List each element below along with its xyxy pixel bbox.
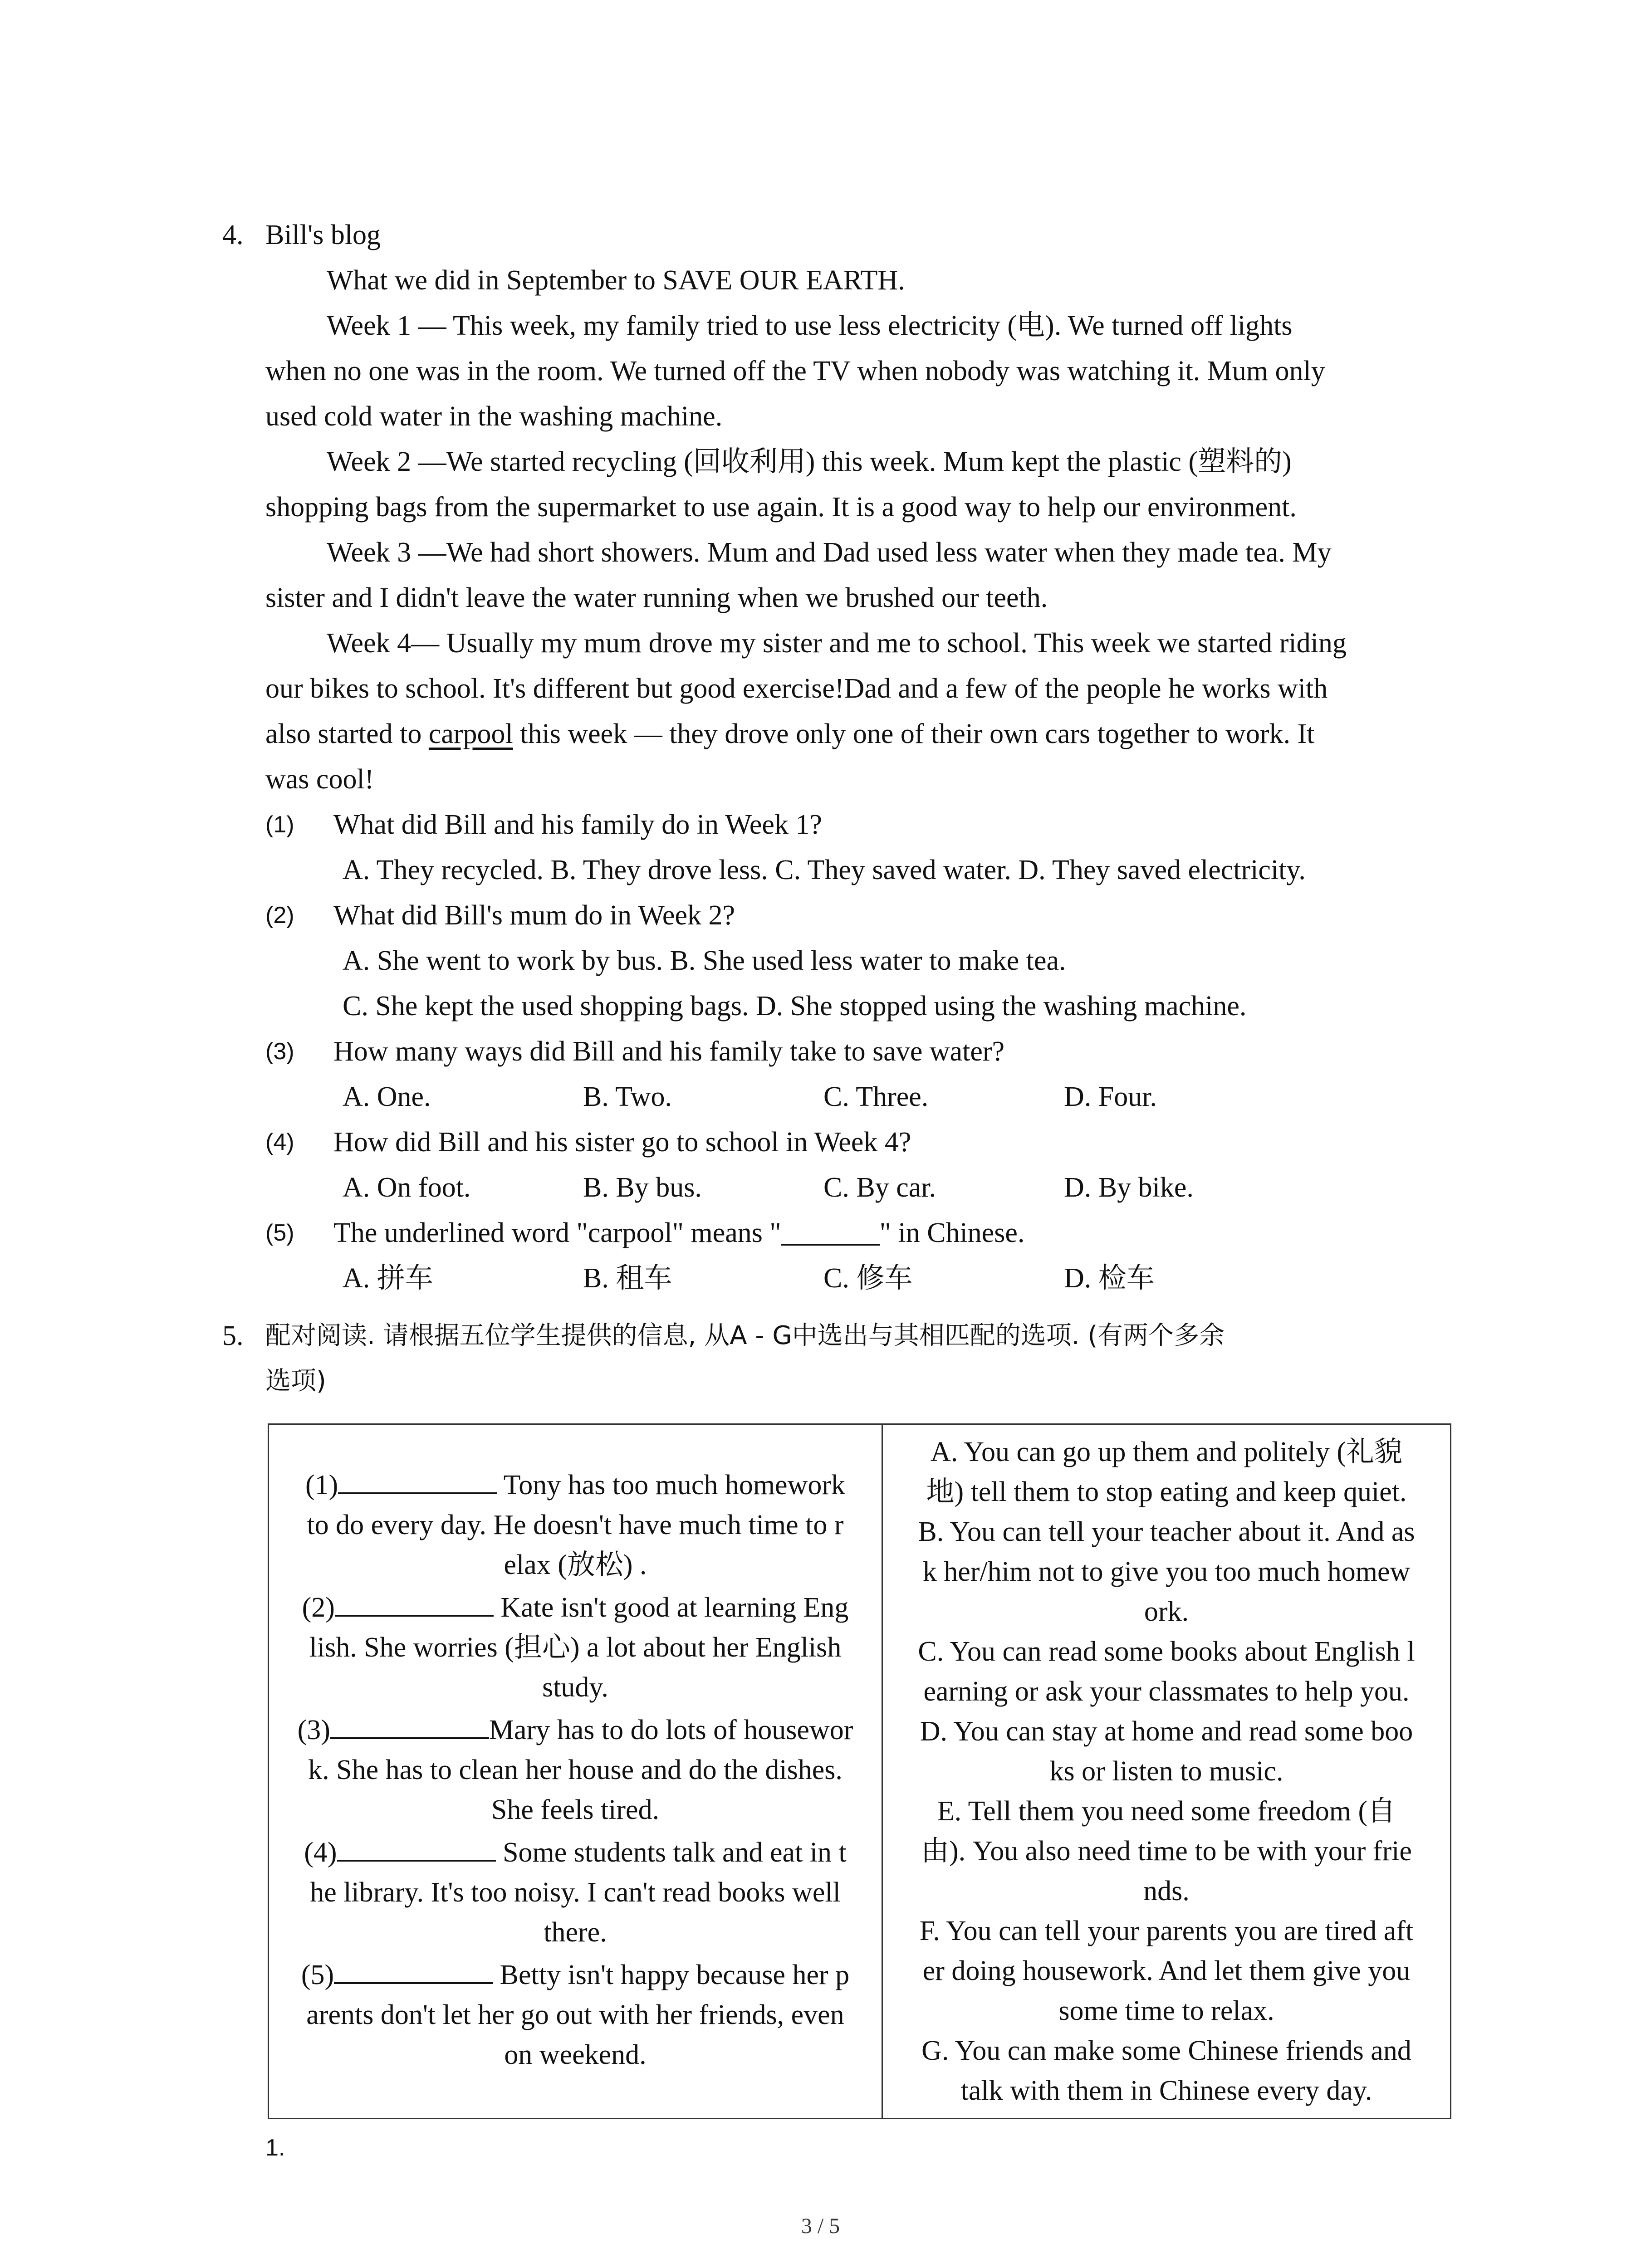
item-number: (1) xyxy=(305,1470,338,1501)
option-b: B. Two. xyxy=(583,1081,672,1112)
option-a: A. 拼车 xyxy=(343,1263,433,1294)
item-text: Mary has to do lots of housewor xyxy=(489,1715,853,1745)
passage-line-carpool xyxy=(265,716,1314,752)
passage-line: shopping bags from the supermarket to use again. It is a good way to help our environment. xyxy=(265,492,1297,523)
question-text: How many ways did Bill and his family take to save water? xyxy=(333,1036,1005,1067)
passage-line: when no one was in the room. We turned off the TV when nobody was watching it. Mum only xyxy=(265,356,1325,386)
people-list xyxy=(269,1465,882,2075)
question-number: (3) xyxy=(265,1038,294,1065)
option-b: B. By bus. xyxy=(583,1172,702,1203)
question-number: (2) xyxy=(265,902,294,929)
answer-blank[interactable] xyxy=(334,1955,493,1984)
passage-line: our bikes to school. It's different but good exercise!Dad and a few of the people he works with xyxy=(265,673,1328,704)
advice-line: E. Tell them you need some freedom (自 xyxy=(937,1796,1396,1827)
advice-line: C. You can read some books about English l xyxy=(918,1636,1415,1667)
advice-list xyxy=(883,1432,1450,2111)
item-text: elax (放松) . xyxy=(504,1549,647,1580)
passage-line: Week 4— Usually my mum drove my sister and me to school. This week we started riding xyxy=(327,628,1347,659)
question-text: The underlined word "carpool" means "_______" in Chinese. xyxy=(333,1217,1025,1248)
option-a: A. One. xyxy=(343,1081,431,1112)
person-item xyxy=(269,1465,882,1585)
question-number: (4) xyxy=(265,1129,294,1155)
advice-line: earning or ask your classmates to help you. xyxy=(923,1676,1410,1707)
option-b: B. 租车 xyxy=(583,1263,672,1294)
person-item xyxy=(269,1710,882,1830)
person-item xyxy=(269,1833,882,1952)
options-line: A. She went to work by bus. B. She used less water to make tea. xyxy=(343,945,1066,976)
passage-line: sister and I didn't leave the water running when we brushed our teeth. xyxy=(265,582,1048,613)
advice-line: A. You can go up them and politely (礼貌 xyxy=(930,1437,1403,1467)
advice-line: nds. xyxy=(1143,1876,1190,1906)
option-c: C. 修车 xyxy=(823,1263,913,1294)
options-line: A. They recycled. B. They drove less. C. They saved water. D. They saved electricity. xyxy=(343,855,1306,885)
q4-number: 4. xyxy=(222,220,244,250)
advice-line: talk with them in Chinese every day. xyxy=(960,2075,1372,2106)
passage-line: used cold water in the washing machine. xyxy=(265,401,723,432)
advice-line: some time to relax. xyxy=(1058,1995,1274,2026)
advice-line: B. You can tell your teacher about it. And as xyxy=(918,1516,1415,1547)
item-number: (3) xyxy=(297,1715,330,1745)
item-number: (2) xyxy=(302,1592,335,1623)
passage-line: was cool! xyxy=(265,764,374,795)
question-text: How did Bill and his sister go to school in Week 4? xyxy=(333,1127,911,1158)
matching-table xyxy=(268,1423,1451,2119)
advice-column xyxy=(882,1424,1451,2119)
carpool-underlined-word: carpool xyxy=(428,719,513,749)
advice-line: 由). You also need time to be with your frie xyxy=(921,1836,1412,1867)
advice-line: 地) tell them to stop eating and keep quiet. xyxy=(926,1476,1407,1507)
options-line: C. She kept the used shopping bags. D. She stopped using the washing machine. xyxy=(343,991,1247,1022)
people-column xyxy=(269,1424,882,2119)
answer-blank[interactable] xyxy=(337,1833,496,1862)
passage-text: also started to xyxy=(265,719,429,749)
option-d: D. 检车 xyxy=(1064,1263,1155,1294)
item-text: Some students talk and eat in t xyxy=(503,1837,847,1868)
question-number: (1) xyxy=(265,811,294,838)
passage-line: Week 3 —We had short showers. Mum and Dad used less water when they made tea. My xyxy=(327,537,1332,568)
item-text: lish. She worries (担心) a lot about her English xyxy=(309,1632,842,1663)
advice-line: er doing housework. And let them give you xyxy=(922,1955,1411,1986)
advice-line: D. You can stay at home and read some boo xyxy=(920,1716,1413,1747)
q4-intro: What we did in September to SAVE OUR EARTH. xyxy=(327,265,905,296)
advice-line: ks or listen to music. xyxy=(1049,1756,1283,1787)
option-c: C. Three. xyxy=(823,1081,929,1112)
q5-instruction: 配对阅读. 请根据五位学生提供的信息, 从A - G中选出与其相匹配的选项. (有两个多余 xyxy=(265,1321,1225,1350)
advice-line: G. You can make some Chinese friends and xyxy=(921,2035,1411,2066)
item-text: She feels tired. xyxy=(491,1794,660,1825)
advice-line: k her/him not to give you too much homew xyxy=(922,1556,1411,1587)
person-item xyxy=(269,1588,882,1707)
q4-title: Bill's blog xyxy=(265,220,381,250)
answer-blank[interactable] xyxy=(330,1710,489,1739)
passage-text: this week — they drove only one of their own cars together to work. It xyxy=(513,719,1315,749)
item-text: on weekend. xyxy=(504,2039,647,2070)
item-text: arents don't let her go out with her friends, even xyxy=(306,1999,844,2030)
advice-line: F. You can tell your parents you are tired aft xyxy=(919,1916,1414,1946)
question-number: (5) xyxy=(265,1220,294,1246)
person-item xyxy=(269,1955,882,2075)
item-text: Tony has too much homework xyxy=(503,1470,845,1501)
option-c: C. By car. xyxy=(823,1172,936,1203)
item-text: he library. It's too noisy. I can't read books well xyxy=(310,1877,841,1908)
item-text: to do every day. He doesn't have much time to r xyxy=(307,1510,844,1540)
question-text: What did Bill's mum do in Week 2? xyxy=(333,900,735,931)
page-number: 3 / 5 xyxy=(801,2214,840,2238)
option-a: A. On foot. xyxy=(343,1172,471,1203)
q5-number: 5. xyxy=(222,1320,244,1351)
passage-line: Week 1 — This week, my family tried to use less electricity (电). We turned off lights xyxy=(327,310,1293,341)
q5-instruction: 选项) xyxy=(265,1366,326,1396)
answer-blank[interactable] xyxy=(335,1588,494,1617)
item-number: (5) xyxy=(301,1960,334,1990)
passage-line: Week 2 —We started recycling (回收利用) this week. Mum kept the plastic (塑料的) xyxy=(327,446,1292,477)
item-number: (4) xyxy=(304,1837,337,1868)
item-text: Kate isn't good at learning Eng xyxy=(500,1592,849,1623)
answer-blank[interactable] xyxy=(338,1465,497,1494)
advice-line: ork. xyxy=(1144,1596,1189,1627)
item-text: there. xyxy=(544,1917,607,1948)
item-text: study. xyxy=(542,1672,608,1703)
answer-label: 1. xyxy=(265,2135,285,2161)
option-d: D. Four. xyxy=(1064,1081,1157,1112)
item-text: k. She has to clean her house and do the dishes. xyxy=(308,1755,843,1785)
question-text: What did Bill and his family do in Week 1? xyxy=(333,809,822,840)
item-text: Betty isn't happy because her p xyxy=(500,1960,850,1990)
option-d: D. By bike. xyxy=(1064,1172,1194,1203)
